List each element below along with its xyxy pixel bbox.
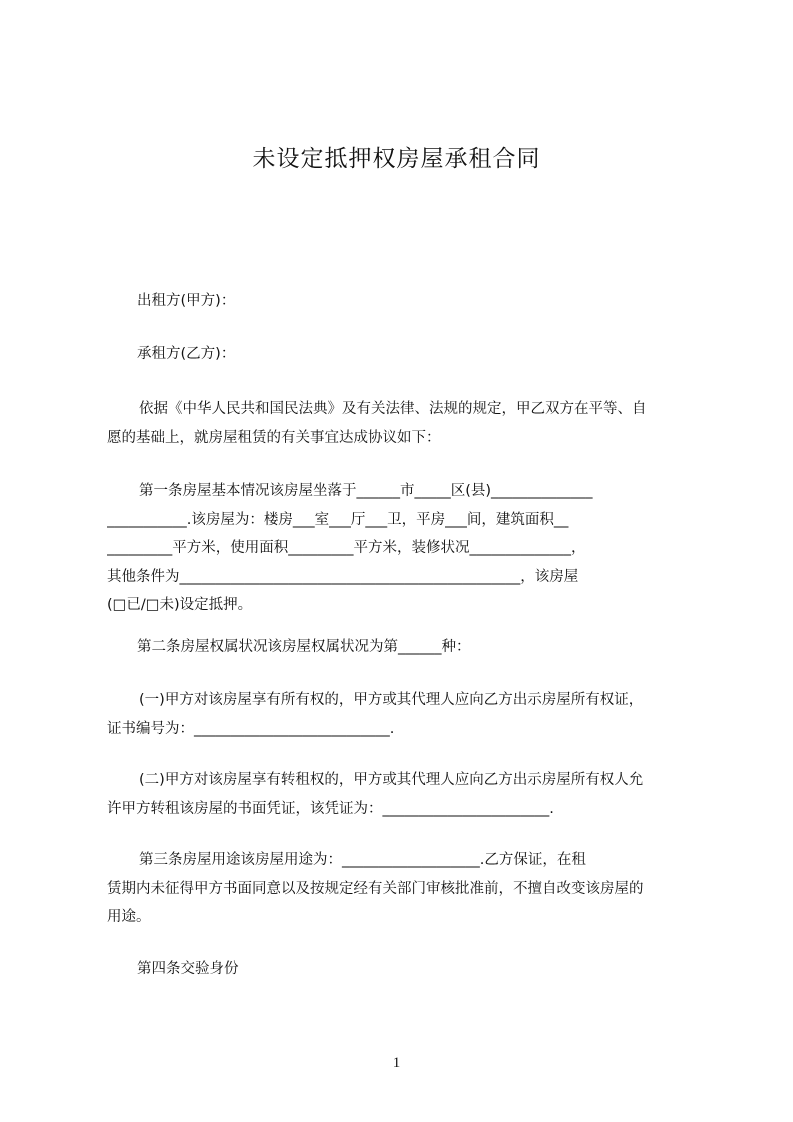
preamble-line: 依据《中华人民共和国民法典》及有关法律、法规的规定，甲乙双方在平等、自	[139, 401, 647, 417]
lessor-line: 出租方(甲方)：	[137, 293, 236, 309]
item-1-paragraph	[107, 686, 699, 743]
item-1-line: 证书编号为：___________________________.	[107, 720, 395, 737]
item-2-paragraph	[107, 766, 699, 823]
page-number: 1	[392, 1055, 401, 1071]
article-1-line: (□已/□未)设定抵押。	[107, 597, 253, 613]
item-2-line: 许甲方转租该房屋的书面凭证，该凭证为：_______________________.	[107, 800, 554, 817]
article-1-line: _________平方米，使用面积_________平方米，装修状况______________，	[107, 540, 586, 556]
lessee-paragraph	[107, 340, 699, 369]
article-3-line: 用途。	[107, 909, 151, 925]
article-3-line: 第三条房屋用途该房屋用途为：___________________.乙方保证，在租	[139, 852, 586, 868]
article-1-line: 第一条房屋基本情况该房屋坐落于______市_____区(县)______________	[139, 483, 593, 499]
item-1-line: (一)甲方对该房屋享有所有权的，甲方或其代理人应向乙方出示房屋所有权证，	[139, 692, 644, 708]
article-1-line: 其他条件为_______________________________________________，该房屋	[107, 568, 579, 585]
article-2-paragraph	[107, 633, 699, 662]
article-1-line: ___________.该房屋为：楼房___室___厅___卫，平房___间，建筑面积__	[107, 511, 569, 528]
lessor-paragraph	[107, 287, 699, 316]
article-3-line: 赁期内未征得甲方书面同意以及按规定经有关部门审核批准前，不擅自改变该房屋的	[107, 880, 644, 897]
article-4-line: 第四条交验身份	[137, 961, 239, 977]
document-title: 未设定抵押权房屋承租合同	[252, 146, 541, 172]
preamble-line: 愿的基础上，就房屋租赁的有关事宜达成协议如下：	[107, 429, 441, 446]
article-3-paragraph	[107, 846, 699, 932]
article-4-paragraph	[107, 955, 699, 984]
lessee-line: 承租方(乙方)：	[137, 346, 236, 362]
article-1-paragraph	[107, 477, 699, 620]
item-2-line: (二)甲方对该房屋享有转租权的，甲方或其代理人应向乙方出示房屋所有权人允	[139, 772, 644, 788]
preamble-paragraph	[107, 395, 699, 452]
article-2-line: 第二条房屋权属状况该房屋权属状况为第______种：	[137, 639, 471, 655]
